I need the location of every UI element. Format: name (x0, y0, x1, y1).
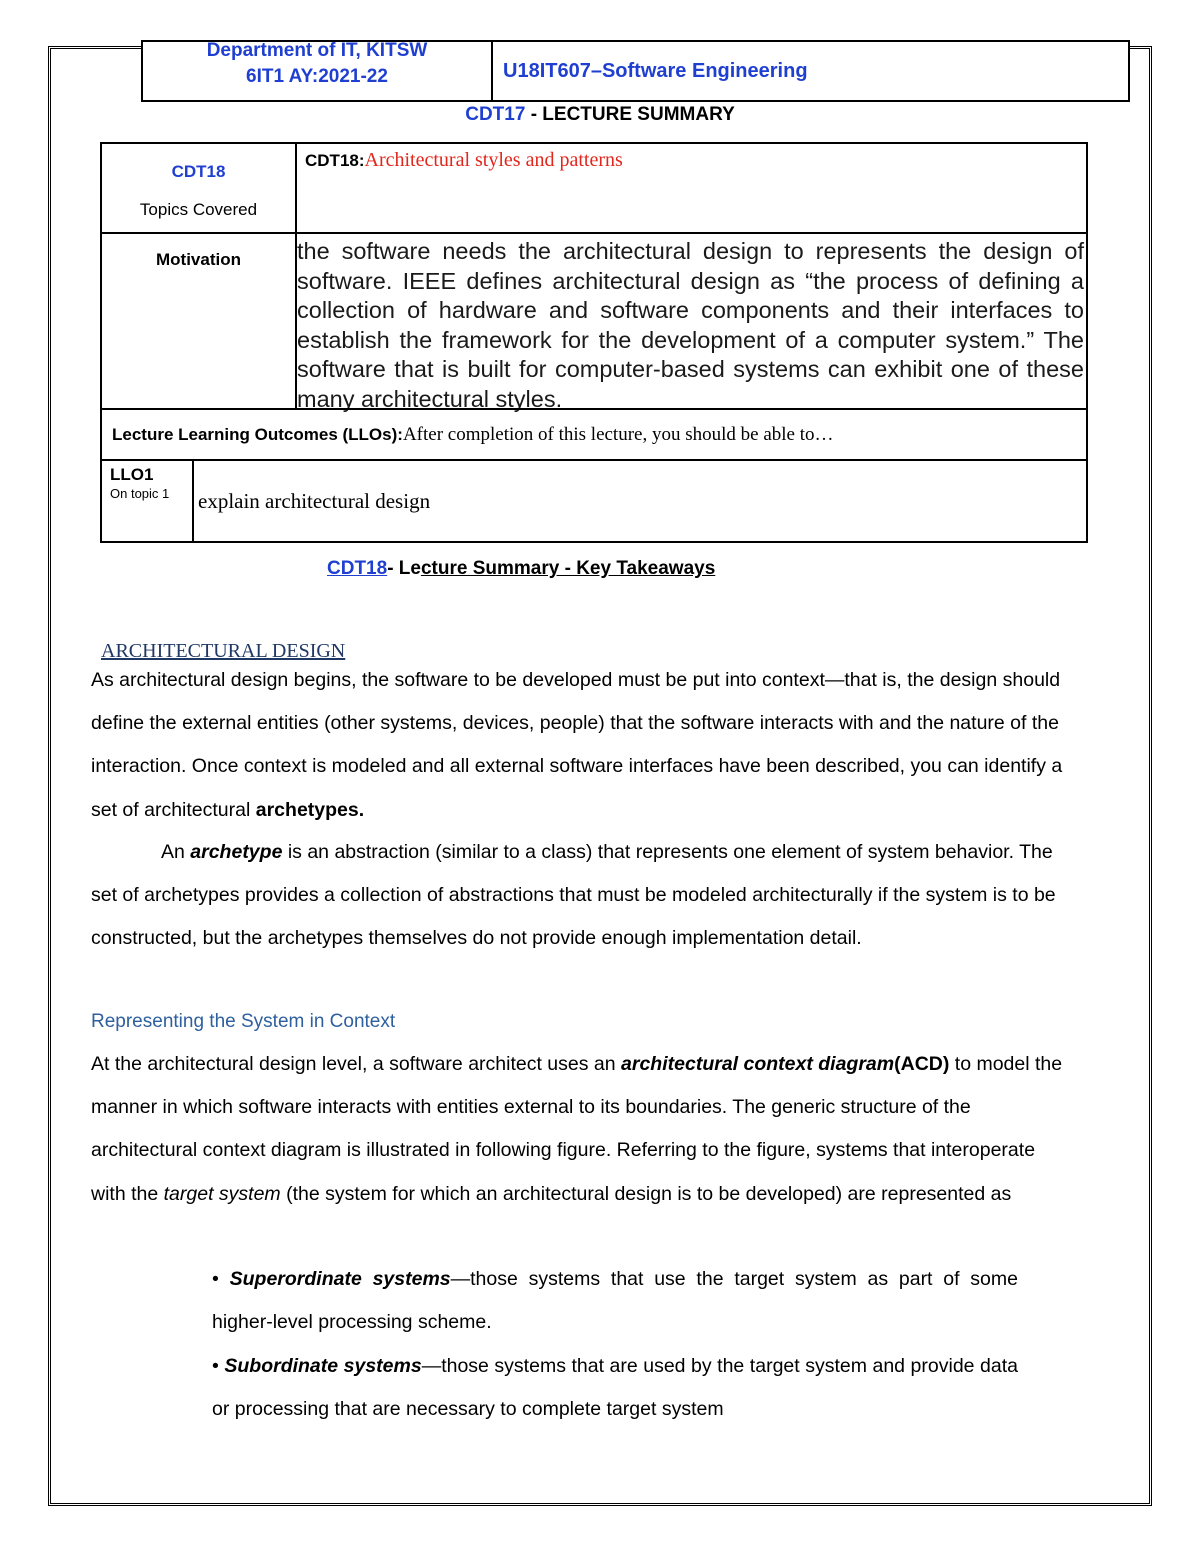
bullet-marker: • (212, 1355, 225, 1377)
llo1-label-cell (102, 461, 194, 541)
summary-code: CDT17 (465, 104, 526, 125)
section-heading: ARCHITECTURAL DESIGN (101, 640, 346, 662)
takeaways-heading (327, 558, 715, 580)
llo1-row (100, 459, 1088, 543)
paragraph-2-emphasis: archetype (190, 841, 283, 863)
bullet-term: Subordinate systems (224, 1355, 422, 1377)
paragraph-1-end: . (358, 798, 365, 821)
llo-header-text: After completion of this lecture, you should be able to… (402, 424, 834, 445)
bullet-subordinate (212, 1345, 1018, 1431)
motivation-row (100, 232, 1088, 410)
paragraph-3-emphasis: architectural context diagram (621, 1053, 895, 1075)
topics-code: CDT18 (171, 162, 226, 181)
paragraph-3-start: At the architectural design level, a software architect uses an (91, 1053, 622, 1075)
paragraph-1-text: As architectural design begins, the software to be developed must be put into context—that is, the design should define the external entities (other systems, devices, people) that the software interacts with and the nature of the interaction. Once context is modeled and all external software interfaces have been described, you can identify a set of architectural (91, 669, 1063, 821)
paragraph-2-start: An (161, 841, 191, 863)
topics-content-text: Architectural styles and patterns (364, 149, 623, 171)
header-department-cell (143, 42, 493, 100)
bullet-text: —those systems that are used by the target system and provide data or processing that are necessary to complete target system (212, 1355, 1018, 1421)
llo-header (102, 410, 1086, 446)
topics-content (297, 144, 623, 232)
llo1-label: LLO1 (110, 465, 154, 484)
topics-covered-label: Topics Covered (139, 200, 258, 219)
summary-label: - LECTURE SUMMARY (525, 104, 735, 125)
summary-title (0, 104, 1200, 126)
bullet-marker: • (212, 1268, 230, 1290)
motivation-text: the software needs the architectural design to represents the design of software. IEEE defines architectural design as “the process of defining a collection of hardware and software components and their interfaces to establish the framework for the development of a computer system.” The software that is built for computer-based systems can exhibit one of these many architectural styles. (297, 238, 1084, 412)
llo1-on-topic: On topic 1 (110, 486, 170, 501)
llo-header-row (100, 408, 1088, 461)
sub-heading: Representing the System in Context (91, 1011, 396, 1032)
motivation-label: Motivation (102, 234, 297, 408)
takeaways-code: CDT18 (327, 558, 388, 579)
bullet-text: —those systems that use the target system as part of some higher-level processing scheme. (212, 1268, 1018, 1334)
topics-content-code: CDT18: (305, 151, 365, 170)
bullet-superordinate (212, 1258, 1018, 1344)
academic-year: 6IT1 AY:2021-22 (246, 66, 388, 87)
paragraph-1-bold: archetypes (255, 798, 359, 821)
paragraph-1 (91, 659, 1071, 832)
topics-row (100, 142, 1088, 234)
paragraph-3-text-2: (the system for which an architectural design is to be developed) are represented as (280, 1182, 1012, 1205)
paragraph-3-text: to model the manner in which software interacts with entities external to its boundaries. The generic structure of the architectural context diagram is illustrated in following figure. Referring to the figure, systems that interoperate with the (91, 1053, 1063, 1205)
paragraph-3-acd: (ACD) (894, 1053, 950, 1075)
document-header (141, 40, 1130, 102)
bullet-term: Superordinate systems (229, 1268, 451, 1290)
llo-header-label: Lecture Learning Outcomes (LLOs): (112, 425, 403, 444)
paragraph-2-text: is an abstraction (similar to a class) that represents one element of system behavior. The set of archetypes provides a collection of abstractions that must be modeled architecturally if the system is to be constructed, but the archetypes themselves do not provide enough implementation detail. (91, 841, 1056, 950)
takeaways-prefix: - Le (387, 558, 421, 579)
paragraph-3 (91, 1043, 1071, 1216)
course-title: U18IT607–Software Engineering (503, 60, 808, 82)
takeaways-title: cture Summary - Key Takeaways (420, 558, 716, 579)
paragraph-2 (91, 831, 1071, 961)
topics-label-cell (102, 144, 297, 232)
department-name: Department of IT, KITSW (206, 42, 428, 61)
paragraph-3-emphasis-2: target system (163, 1182, 281, 1205)
llo1-text: explain architectural design (198, 489, 431, 513)
